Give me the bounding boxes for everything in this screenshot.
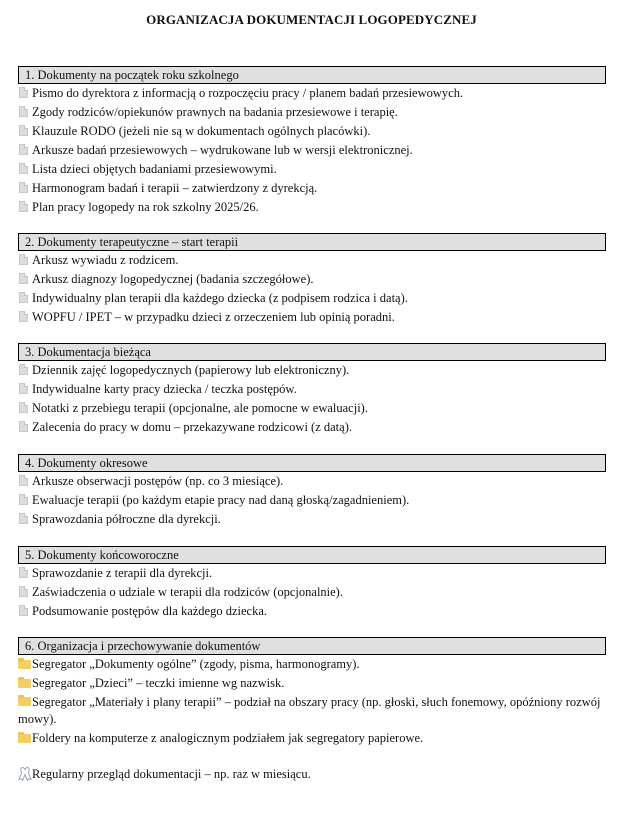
section-start-of-year (18, 66, 606, 217)
list-item (18, 510, 606, 529)
section-organization-storage (18, 637, 606, 748)
list-item-text: Sprawozdanie z terapii dla dyrekcji. (32, 566, 213, 580)
list-item-text: Lista dzieci objętych badaniami przesiewowymi. (32, 162, 277, 176)
document-icon (19, 163, 28, 174)
list-item-text: Indywidualny plan terapii dla każdego dziecka (z podpisem rodzica i datą). (32, 291, 408, 305)
list-item (18, 103, 606, 122)
list-item (18, 472, 606, 491)
list-item (18, 418, 606, 437)
list-item (18, 655, 606, 674)
document-icon (19, 144, 28, 155)
list-item (18, 564, 606, 583)
document-icon (19, 475, 28, 486)
document-icon (19, 513, 28, 524)
list-item-text: Indywidualne karty pracy dziecka / teczka postępów. (32, 382, 297, 396)
document-icon (19, 125, 28, 136)
list-item (18, 141, 606, 160)
list-item-text: Arkusze badań przesiewowych – wydrukowane lub w wersji elektronicznej. (32, 143, 413, 157)
list-item (18, 251, 606, 270)
document-icon (19, 87, 28, 98)
section-end-of-year (18, 546, 606, 621)
list-item (18, 491, 606, 510)
list-item (18, 693, 606, 729)
section-heading: 3. Dokumentacja bieżąca (18, 343, 606, 361)
list-item (18, 160, 606, 179)
list-item-text: Ewaluacje terapii (po każdym etapie pracy nad daną głoską/zagadnieniem). (32, 493, 410, 507)
list-item-text: Sprawozdania półroczne dla dyrekcji. (32, 512, 221, 526)
list-item-text: Harmonogram badań i terapii – zatwierdzony z dyrekcją. (32, 181, 318, 195)
document-icon (19, 567, 28, 578)
document-icon (19, 292, 28, 303)
list-item-text: WOPFU / IPET – w przypadku dzieci z orzeczeniem lub opinią poradni. (32, 310, 395, 324)
list-item (18, 361, 606, 380)
list-item (18, 602, 606, 621)
folder-icon (18, 660, 31, 669)
list-item-text: Arkusze obserwacji postępów (np. co 3 miesiące). (32, 474, 284, 488)
section-heading: 5. Dokumenty końcoworoczne (18, 546, 606, 564)
list-item (18, 122, 606, 141)
section-heading: 2. Dokumenty terapeutyczne – start terapii (18, 233, 606, 251)
list-item (18, 270, 606, 289)
reminder-text: Regularny przegląd dokumentacji – np. raz w miesiącu. (32, 767, 311, 781)
document-icon (19, 586, 28, 597)
document-icon (19, 273, 28, 284)
list-item-text: Arkusz diagnozy logopedycznej (badania szczegółowe). (32, 272, 314, 286)
folder-icon (18, 697, 31, 706)
document-icon (19, 106, 28, 117)
list-item (18, 198, 606, 217)
list-item (18, 179, 606, 198)
list-item (18, 84, 606, 103)
list-item-text: Zgody rodziców/opiekunów prawnych na badania przesiewowe i terapię. (32, 105, 398, 119)
list-item-text: Notatki z przebiegu terapii (opcjonalne, ale pomocne w ewaluacji). (32, 401, 368, 415)
list-item-text: Klauzule RODO (jeżeli nie są w dokumentach ogólnych placówki). (32, 124, 371, 138)
list-item (18, 289, 606, 308)
list-item (18, 583, 606, 602)
document-icon (19, 383, 28, 394)
list-item-text: Segregator „Dokumenty ogólne” (zgody, pisma, harmonogramy). (32, 657, 360, 671)
list-item (18, 674, 606, 693)
document-icon (19, 364, 28, 375)
section-therapeutic (18, 233, 606, 327)
folder-icon (18, 734, 31, 743)
list-item-text: Pismo do dyrektora z informacją o rozpoczęciu pracy / planem badań przesiewowych. (32, 86, 464, 100)
list-item-text: Zalecenia do pracy w domu – przekazywane rodzicowi (z datą). (32, 420, 352, 434)
list-item-text: Dziennik zajęć logopedycznych (papierowy lub elektroniczny). (32, 363, 350, 377)
list-item (18, 729, 606, 748)
list-item-text: Arkusz wywiadu z rodzicem. (32, 253, 179, 267)
document-icon (19, 494, 28, 505)
list-item (18, 308, 606, 327)
reminder-line (18, 765, 311, 783)
list-item-text: Zaświadczenia o udziale w terapii dla rodziców (opcjonalnie). (32, 585, 343, 599)
document-icon (19, 605, 28, 616)
folder-icon (18, 679, 31, 688)
list-item (18, 380, 606, 399)
document-icon (19, 254, 28, 265)
list-item-text: Foldery na komputerze z analogicznym podziałem jak segregatory papierowe. (32, 731, 424, 745)
section-periodic (18, 454, 606, 529)
section-heading: 4. Dokumenty okresowe (18, 454, 606, 472)
section-heading: 6. Organizacja i przechowywanie dokumentów (18, 637, 606, 655)
document-icon (19, 311, 28, 322)
list-item-text: Podsumowanie postępów dla każdego dziecka. (32, 604, 268, 618)
list-item-text: Segregator „Materiały i plany terapii” – podział na obszary pracy (np. głoski, słuch fonemowy, opóźniony rozwój mowy). (18, 695, 601, 726)
list-item-text: Plan pracy logopedy na rok szkolny 2025/26. (32, 200, 259, 214)
section-ongoing (18, 343, 606, 437)
list-item-text: Segregator „Dzieci” – teczki imienne wg nazwisk. (32, 676, 285, 690)
reminder-ribbon-icon (18, 766, 32, 781)
document-icon (19, 421, 28, 432)
list-item (18, 399, 606, 418)
document-icon (19, 402, 28, 413)
document-icon (19, 201, 28, 212)
document-title: ORGANIZACJA DOKUMENTACJI LOGOPEDYCZNEJ (146, 12, 477, 27)
section-heading: 1. Dokumenty na początek roku szkolnego (18, 66, 606, 84)
document-icon (19, 182, 28, 193)
